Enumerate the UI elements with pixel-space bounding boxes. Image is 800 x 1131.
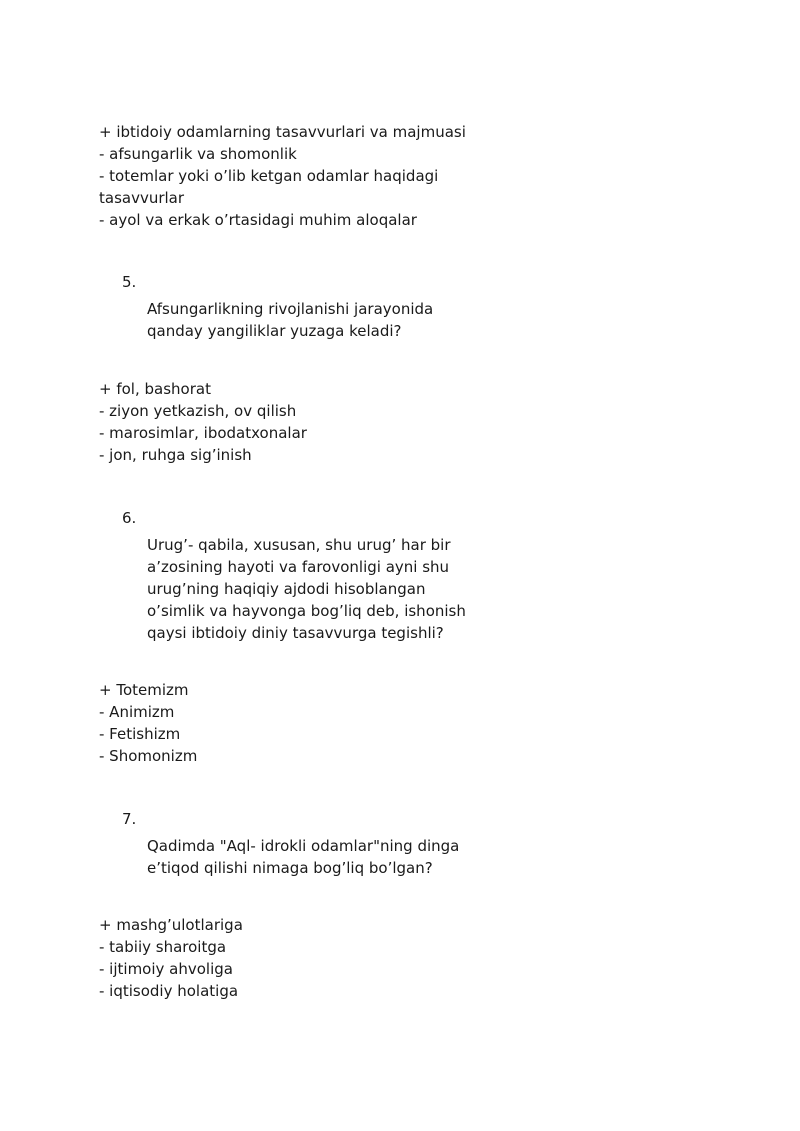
question-number: 5. <box>122 273 137 291</box>
question-number: 6. <box>122 509 137 527</box>
question-text: Qadimda "Aql- idrokli odamlar"ning dinga e’tiqod qilishi nimaga bog’liq bo’lgan? <box>147 837 460 877</box>
question-text: Urug’- qabila, xususan, shu urug’ har bir a’zosining hayoti va farovonligi ayni shu urug’ning haqiqiy ajdodi hisoblangan o’simlik va hayvonga bog’liq deb, ishonish qaysi ibtidoiy diniy tasavvurga tegishli? <box>147 536 466 642</box>
question-number: 7. <box>122 810 137 828</box>
answer-option: - afsungarlik va shomonlik <box>99 145 297 163</box>
answer-options-q7 <box>99 914 479 1002</box>
question-5 <box>122 271 482 342</box>
answer-options-q6 <box>99 679 479 767</box>
answer-option: - ijtimoiy ahvoliga <box>99 960 233 978</box>
answer-options-prev <box>99 121 479 231</box>
question-7 <box>122 808 482 879</box>
answer-option: - Animizm <box>99 703 175 721</box>
answer-option-correct: + ibtidoiy odamlarning tasavvurlari va majmuasi <box>99 123 466 141</box>
answer-option: - ziyon yetkazish, ov qilish <box>99 402 297 420</box>
answer-option-correct: + Totemizm <box>99 681 189 699</box>
answer-option: - tabiiy sharoitga <box>99 938 227 956</box>
answer-option: - Shomonizm <box>99 747 198 765</box>
question-6 <box>122 507 482 644</box>
answer-option: - iqtisodiy holatiga <box>99 982 239 1000</box>
answer-option-correct: + mashg’ulotlariga <box>99 916 243 934</box>
answer-option-correct: + fol, bashorat <box>99 380 211 398</box>
answer-option: - Fetishizm <box>99 725 181 743</box>
answer-option: - jon, ruhga sig’inish <box>99 446 252 464</box>
answer-option: - totemlar yoki o’lib ketgan odamlar haqidagi tasavvurlar <box>99 167 439 207</box>
answer-option: - marosimlar, ibodatxonalar <box>99 424 307 442</box>
answer-option: - ayol va erkak o’rtasidagi muhim aloqalar <box>99 211 417 229</box>
answer-options-q5 <box>99 378 479 466</box>
question-text: Afsungarlikning rivojlanishi jarayonida qanday yangiliklar yuzaga keladi? <box>147 300 434 340</box>
